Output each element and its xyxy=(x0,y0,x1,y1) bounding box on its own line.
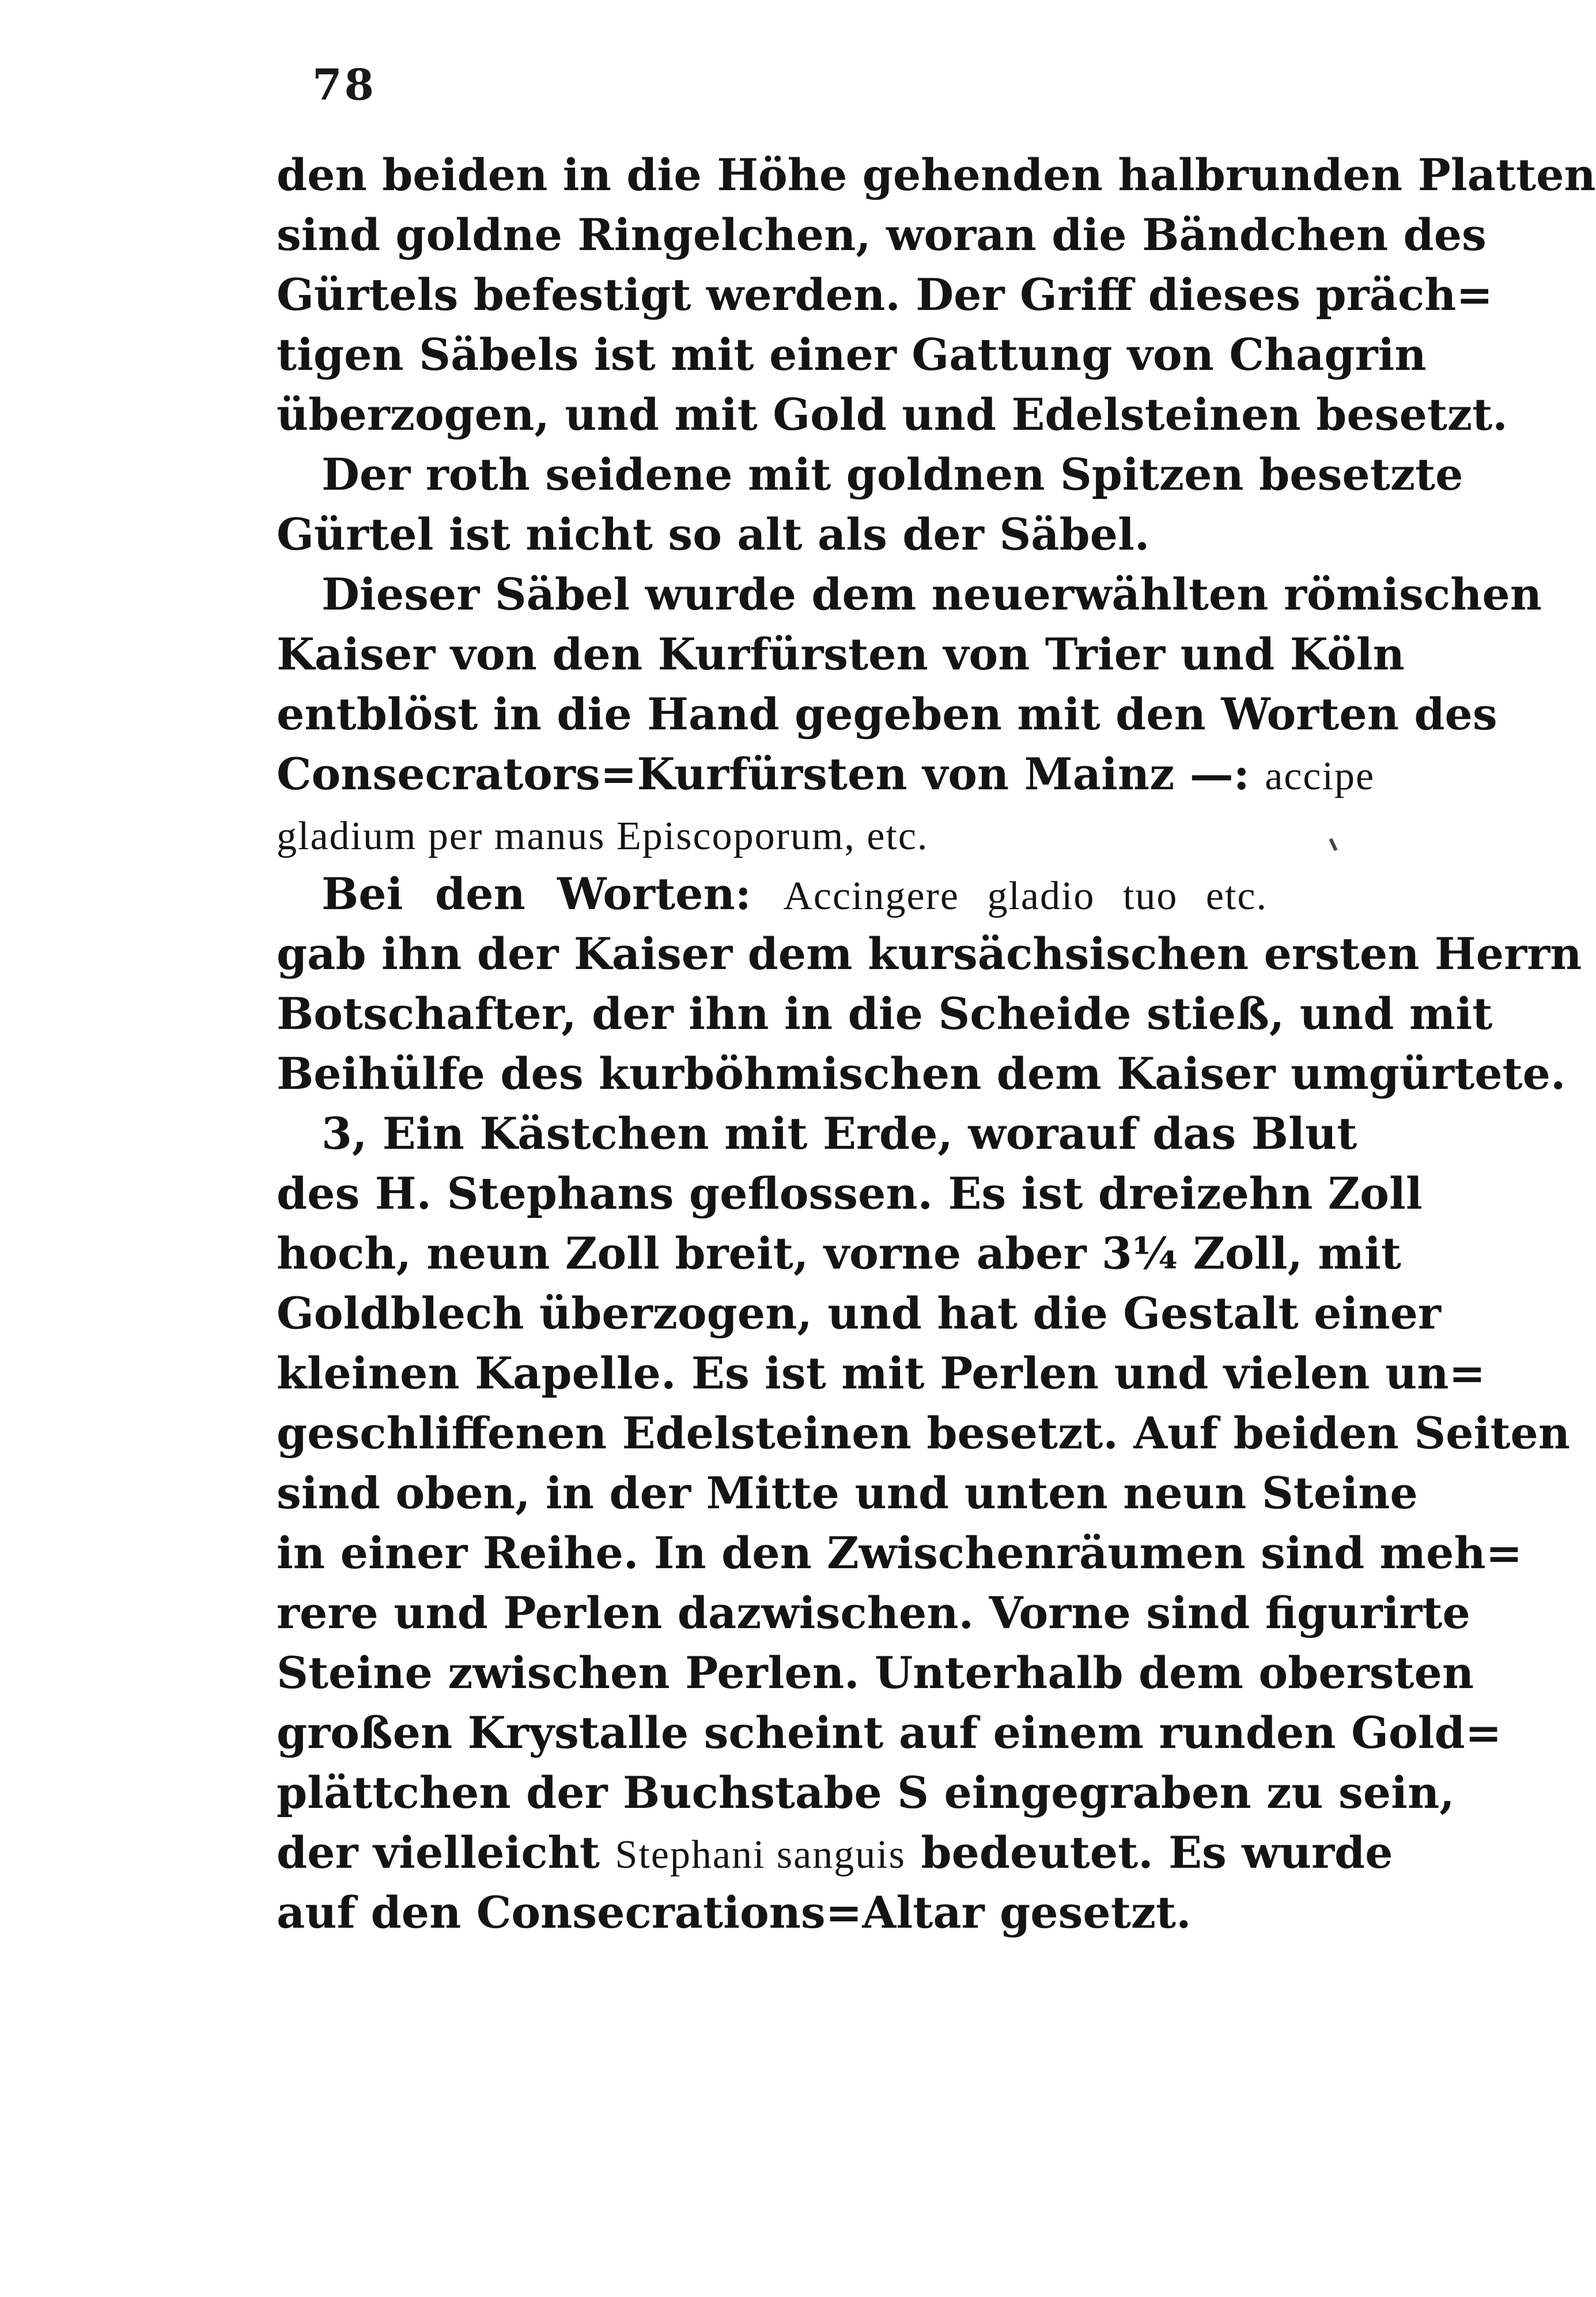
text-line xyxy=(277,1164,1423,1224)
line-text: des H. Stephans geflossen. Es ist dreizehn Zoll xyxy=(277,1168,1423,1219)
line-text: sind goldne Ringelchen, woran die Bändchen des xyxy=(277,209,1487,260)
line-text: kleinen Kapelle. Es ist mit Perlen und vielen un= xyxy=(277,1348,1486,1399)
line-text: plättchen der Buchstabe S eingegraben zu sein, xyxy=(277,1767,1455,1818)
text-line xyxy=(277,505,1268,565)
line-text: überzogen, und mit Gold und Edelsteinen besetzt. xyxy=(277,389,1508,440)
line-text: Consecrators=Kurfürsten von Mainz —: xyxy=(277,748,1265,800)
line-text: gab ihn der Kaiser dem kursächsischen ersten Herrn xyxy=(277,928,1582,979)
line-text: in einer Reihe. In den Zwischenräumen sind meh= xyxy=(277,1527,1523,1579)
line-text: entblöst in die Hand gegeben mit den Worten des xyxy=(277,688,1497,740)
text-line xyxy=(277,1583,1470,1643)
text-line xyxy=(277,145,1596,205)
text-line xyxy=(277,1883,1268,1943)
text-line xyxy=(277,684,1497,744)
body-text xyxy=(277,145,1596,1943)
text-line xyxy=(277,744,1375,804)
line-text: der vielleicht xyxy=(277,1827,615,1878)
latin-text: Stephani sanguis xyxy=(615,1833,906,1877)
text-line xyxy=(277,385,1508,445)
text-line xyxy=(277,445,1463,505)
text-line xyxy=(277,265,1493,325)
line-text: den beiden in die Höhe gehenden halbrunden Platten xyxy=(277,149,1596,200)
line-text: Dieser Säbel wurde dem neuerwählten römischen xyxy=(322,569,1542,620)
line-text: Der roth seidene mit goldnen Spitzen besetzte xyxy=(322,449,1463,500)
text-line xyxy=(277,1643,1474,1703)
line-text: tigen Säbels ist mit einer Gattung von Chagrin xyxy=(277,329,1427,380)
page-edge-mark xyxy=(1329,838,1338,851)
text-line xyxy=(277,325,1427,385)
text-line xyxy=(277,1703,1502,1763)
text-line xyxy=(277,924,1582,984)
line-text: Kaiser von den Kurfürsten von Trier und Köln xyxy=(277,629,1405,680)
line-text: Steine zwischen Perlen. Unterhalb dem obersten xyxy=(277,1647,1474,1698)
text-line xyxy=(277,1403,1571,1463)
text-line xyxy=(277,804,1268,864)
line-text: bedeutet. Es wurde xyxy=(905,1827,1393,1878)
line-text: Bei den Worten: xyxy=(322,868,784,919)
text-line xyxy=(277,1523,1523,1583)
text-line xyxy=(277,984,1493,1044)
latin-text: gladium per manus Episcoporum, etc. xyxy=(277,814,929,858)
latin-text: Accingere gladio tuo etc. xyxy=(783,874,1268,918)
page-number: 78 xyxy=(312,60,376,110)
text-line xyxy=(277,1284,1441,1344)
text-line xyxy=(277,1104,1357,1164)
line-text: großen Krystalle scheint auf einem runden Gold= xyxy=(277,1707,1502,1758)
line-text: Goldblech überzogen, und hat die Gestalt einer xyxy=(277,1288,1441,1339)
line-text: Botschafter, der ihn in die Scheide stieß, und mit xyxy=(277,988,1493,1039)
text-line xyxy=(277,1463,1418,1523)
line-text: hoch, neun Zoll breit, vorne aber 3¼ Zoll, mit xyxy=(277,1228,1401,1279)
line-text: Gürtel ist nicht so alt als der Säbel. xyxy=(277,509,1150,560)
text-line xyxy=(277,1224,1401,1284)
line-text: Gürtels befestigt werden. Der Griff dieses präch= xyxy=(277,269,1493,320)
text-line xyxy=(277,1344,1486,1403)
text-line xyxy=(277,1044,1566,1104)
line-text: auf den Consecrations=Altar gesetzt. xyxy=(277,1887,1192,1938)
latin-text: accipe xyxy=(1265,754,1375,799)
text-line xyxy=(277,565,1542,625)
line-text: Beihülfe des kurböhmischen dem Kaiser umgürtete. xyxy=(277,1048,1566,1099)
line-text: 3, Ein Kästchen mit Erde, worauf das Blut xyxy=(322,1108,1357,1159)
text-line xyxy=(277,864,1268,924)
text-line xyxy=(277,625,1405,684)
text-line xyxy=(277,205,1487,265)
text-line xyxy=(277,1763,1455,1823)
text-line xyxy=(277,1823,1393,1883)
line-text: geschliffenen Edelsteinen besetzt. Auf beiden Seiten xyxy=(277,1407,1571,1459)
line-text: sind oben, in der Mitte und unten neun Steine xyxy=(277,1467,1418,1519)
line-text: rere und Perlen dazwischen. Vorne sind figurirte xyxy=(277,1587,1470,1638)
